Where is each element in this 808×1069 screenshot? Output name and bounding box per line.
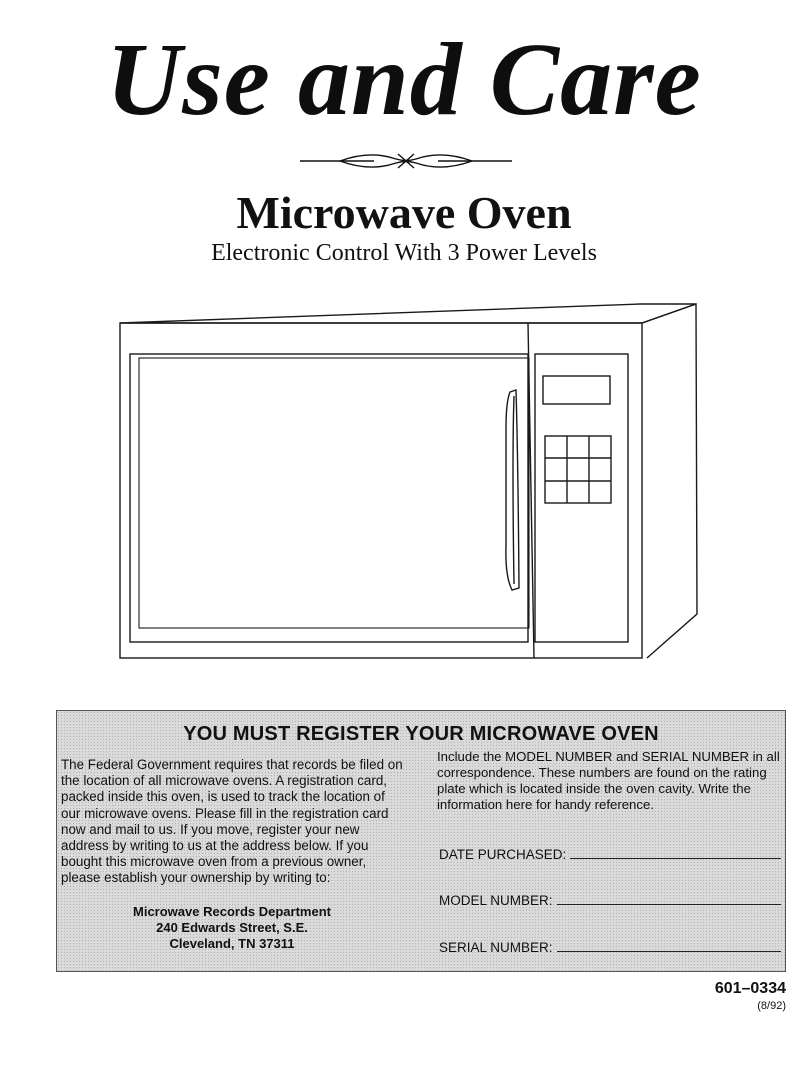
serial-number-label: SERIAL NUMBER: xyxy=(439,940,553,955)
product-name: Microwave Oven xyxy=(236,187,572,238)
address-line-1: Microwave Records Department xyxy=(133,904,331,919)
door-handle-inner xyxy=(513,396,514,584)
serial-number-line[interactable] xyxy=(557,951,781,952)
date-purchased-label: DATE PURCHASED: xyxy=(439,847,567,862)
address-line-3: Cleveland, TN 37311 xyxy=(169,936,295,951)
registration-heading: YOU MUST REGISTER YOUR MICROWAVE OVEN xyxy=(183,723,659,745)
model-number-label: MODEL NUMBER: xyxy=(439,893,553,908)
manual-title: Use and Care xyxy=(106,22,702,137)
date-purchased-field[interactable] xyxy=(439,844,781,862)
oven-door-frame xyxy=(130,354,528,642)
registration-box xyxy=(56,710,786,972)
mailing-address xyxy=(107,904,357,952)
address-line-2: 240 Edwards Street, S.E. xyxy=(156,920,308,935)
model-number-field[interactable] xyxy=(439,890,781,908)
oven-front-outline xyxy=(120,323,642,658)
form-date: (8/92) xyxy=(757,1000,786,1012)
microwave-oven-illustration xyxy=(110,296,710,666)
reference-instructions: Include the MODEL NUMBER and SERIAL NUMBER in all correspondence. These numbers are found on the rating plate which is located inside the oven cavity. Write the information here for handy reference. xyxy=(437,749,780,812)
serial-number-field[interactable] xyxy=(439,937,781,955)
form-number: 601–0334 xyxy=(714,980,786,997)
control-panel-frame xyxy=(535,354,628,642)
keypad xyxy=(545,436,611,503)
model-number-line[interactable] xyxy=(557,904,781,905)
display-window xyxy=(543,376,610,404)
oven-side-outline xyxy=(642,304,697,658)
oven-window xyxy=(139,358,529,628)
oven-top-outline xyxy=(120,304,696,323)
registration-instructions: The Federal Government requires that records be filed on the location of all microwave ovens. A registration card, packed inside this oven, is used to track the location of our microwave ovens. Please fill in the registration card now and mail to us. If you move, register your new address by writing to us at the address below. If you bought this microwave oven from a previous owner, please establish your ownership by writing to: xyxy=(61,757,403,886)
ornament-divider xyxy=(300,148,512,174)
product-tagline: Electronic Control With 3 Power Levels xyxy=(211,240,597,266)
date-purchased-line[interactable] xyxy=(570,858,781,859)
